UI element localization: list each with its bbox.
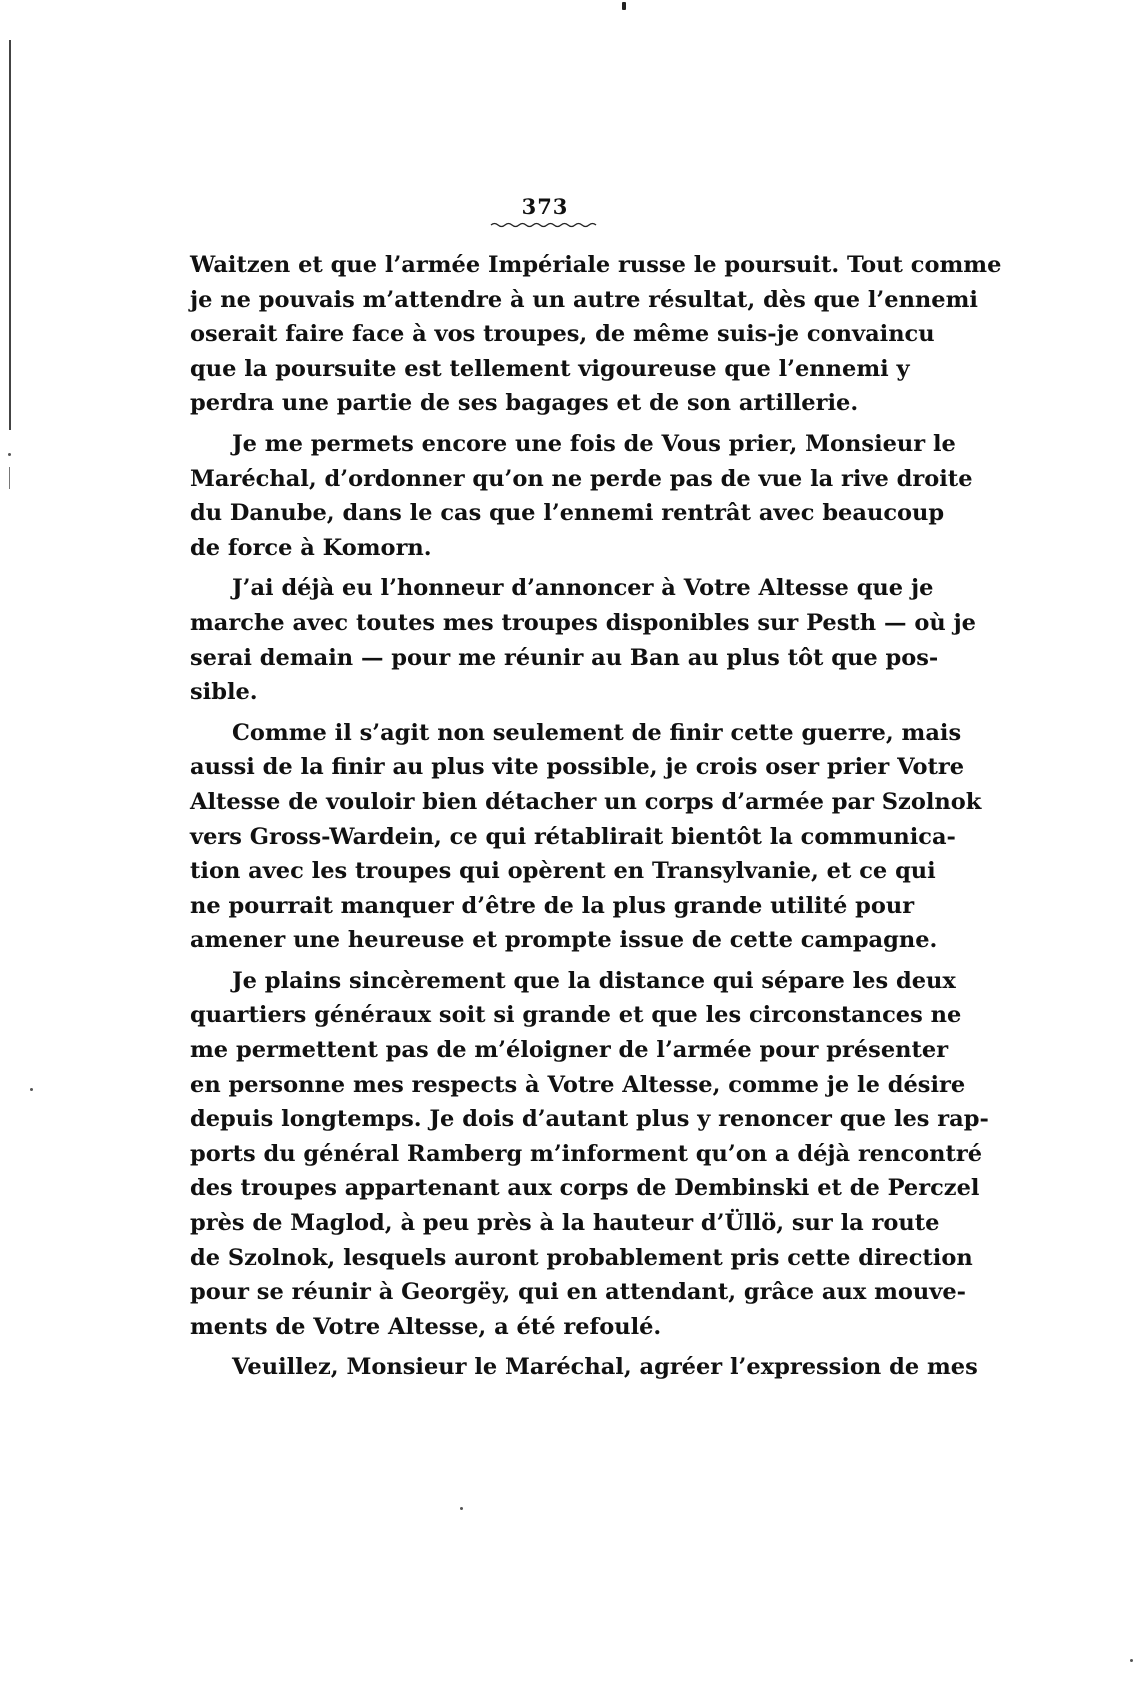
scan-speck: [622, 2, 626, 10]
text-line: pour se réunir à Georgëy, qui en attendant, grâce aux mouve-: [190, 1279, 967, 1306]
text-line: ports du général Ramberg m’informent qu’on a déjà rencontré: [190, 1140, 983, 1167]
paragraph: [190, 716, 982, 958]
paragraph: [190, 248, 1002, 421]
scan-speck: [30, 1088, 33, 1091]
scan-edge-line: [9, 40, 11, 430]
wavy-rule-ornament: [489, 221, 601, 229]
scan-speck: [460, 1507, 463, 1510]
text-line: ments de Votre Altesse, a été refoulé.: [190, 1313, 662, 1340]
text-line: Waitzen et que l’armée Impériale russe le poursuit. Tout comme: [190, 252, 1002, 278]
text-line: oserait faire face à vos troupes, de même suis-je convaincu: [190, 321, 935, 348]
text-line: que la poursuite est tellement vigoureuse que l’ennemi y: [190, 355, 910, 382]
page-header: [485, 193, 605, 229]
text-line: quartiers généraux soit si grande et que les circonstances ne: [190, 1002, 962, 1029]
text-line: je ne pouvais m’attendre à un autre résultat, dès que l’ennemi: [190, 286, 978, 313]
scan-speck: [1130, 1659, 1133, 1662]
text-line: de force à Komorn.: [190, 534, 432, 561]
text-line: près de Maglod, à peu près à la hauteur d’Üllö, sur la route: [190, 1210, 940, 1237]
text-line: des troupes appartenant aux corps de Dembinski et de Perczel: [190, 1175, 980, 1202]
text-line: Veuillez, Monsieur le Maréchal, agréer l’expression de mes: [232, 1354, 978, 1381]
text-line: perdra une partie de ses bagages et de son artillerie.: [190, 390, 859, 417]
text-line: Comme il s’agit non seulement de finir cette guerre, mais: [232, 719, 962, 746]
text-line: tion avec les troupes qui opèrent en Transylvanie, et ce qui: [190, 858, 936, 885]
paragraph: [190, 427, 973, 565]
text-line: vers Gross-Wardein, ce qui rétablirait bientôt la communica-: [190, 823, 956, 850]
text-line: aussi de la finir au plus vite possible, je crois oser prier Votre: [190, 754, 965, 781]
paragraph: [190, 1350, 978, 1385]
text-line: Maréchal, d’ordonner qu’on ne perde pas de vue la rive droite: [190, 465, 973, 492]
text-line: Je plains sincèrement que la distance qui sépare les deux: [232, 967, 956, 994]
text-line: marche avec toutes mes troupes disponibles sur Pesth — où je: [190, 609, 976, 636]
body-text: [190, 248, 1002, 1391]
text-line: amener une heureuse et prompte issue de cette campagne.: [190, 927, 938, 954]
text-line: J’ai déjà eu l’honneur d’annoncer à Votre Altesse que je: [232, 575, 934, 602]
paragraph: [190, 964, 989, 1345]
text-line: ne pourrait manquer d’être de la plus grande utilité pour: [190, 892, 915, 919]
text-line: Je me permets encore une fois de Vous prier, Monsieur le: [232, 430, 956, 457]
text-line: me permettent pas de m’éloigner de l’armée pour présenter: [190, 1037, 949, 1064]
text-line: du Danube, dans le cas que l’ennemi rentrât avec beaucoup: [190, 500, 945, 527]
page-number: 373: [521, 194, 569, 219]
text-line: sible.: [190, 679, 258, 706]
text-line: serai demain — pour me réunir au Ban au plus tôt que pos-: [190, 644, 939, 671]
text-line: de Szolnok, lesquels auront probablement pris cette direction: [190, 1244, 973, 1271]
text-line: Altesse de vouloir bien détacher un corps d’armée par Szolnok: [190, 788, 982, 815]
scan-edge-line: [9, 467, 10, 489]
text-line: en personne mes respects à Votre Altesse, comme je le désire: [190, 1071, 966, 1098]
text-line: depuis longtemps. Je dois d’autant plus y renoncer que les rap-: [190, 1106, 989, 1133]
scan-speck: [8, 453, 11, 456]
paragraph: [190, 571, 976, 709]
